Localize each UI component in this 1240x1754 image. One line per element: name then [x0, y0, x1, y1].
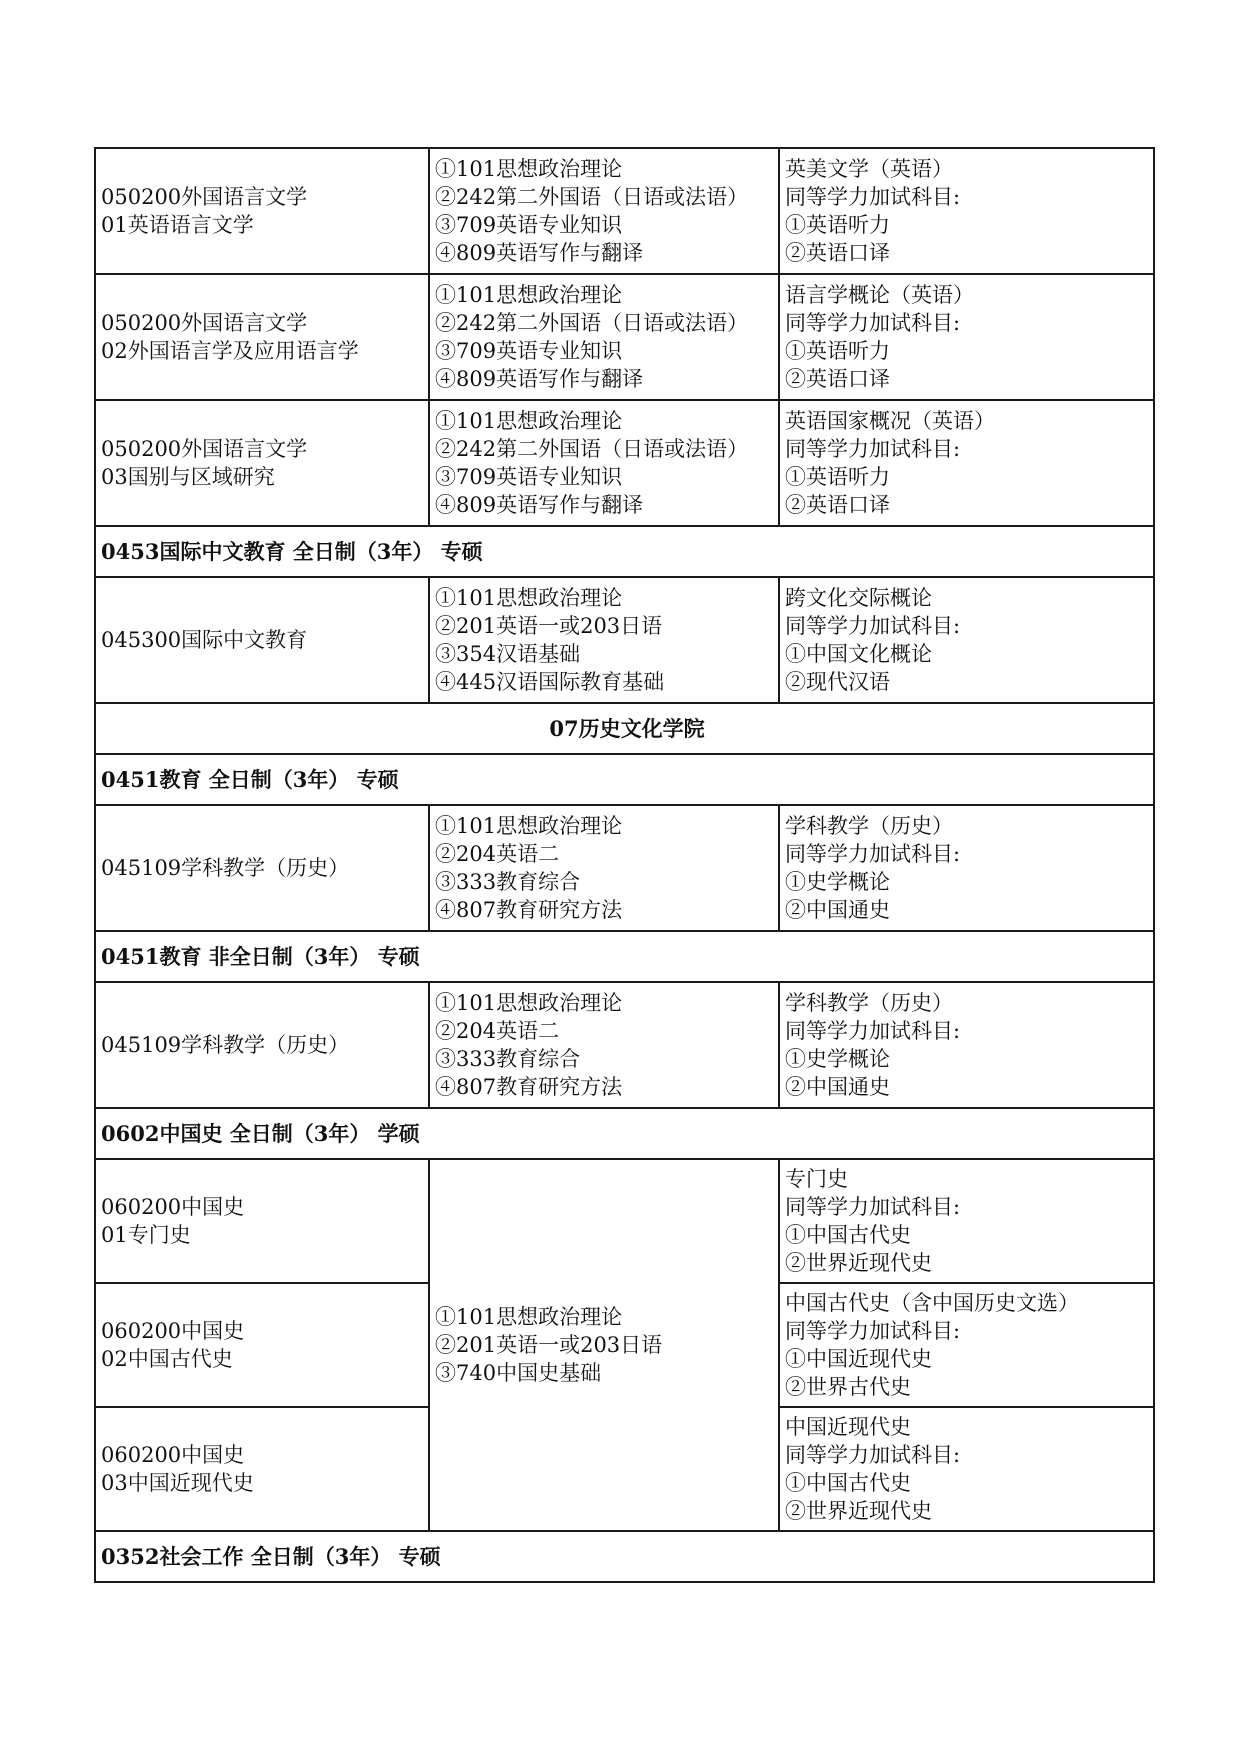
program-row — [95, 400, 1154, 526]
exam-subjects-cell-line: ③709英语专业知识 — [435, 213, 623, 237]
retest-subjects-cell — [779, 805, 1154, 931]
retest-subjects-cell — [779, 577, 1154, 703]
major-cell-line: 01专门史 — [101, 1223, 191, 1247]
exam-subjects-cell — [429, 148, 779, 274]
retest-subjects-cell-line: ①中国近现代史 — [785, 1347, 932, 1371]
retest-subjects-cell — [779, 274, 1154, 400]
retest-subjects-cell-line: ②英语口译 — [785, 241, 890, 265]
exam-subjects-cell-line: ③740中国史基础 — [435, 1361, 602, 1385]
retest-subjects-cell-line: ②中国通史 — [785, 1075, 890, 1099]
major-cell-line: 045300国际中文教育 — [101, 628, 308, 652]
major-cell-line: 050200外国语言文学 — [101, 437, 308, 461]
retest-subjects-cell-line: ②世界近现代史 — [785, 1251, 932, 1275]
exam-subjects-cell-line: ④807教育研究方法 — [435, 898, 623, 922]
major-cell-line: 045109学科教学（历史） — [101, 856, 350, 880]
major-cell — [95, 982, 429, 1108]
category-header-row — [95, 1531, 1154, 1582]
major-cell — [95, 274, 429, 400]
retest-subjects-cell-line: 语言学概论（英语） — [785, 283, 974, 307]
retest-subjects-cell-line: ①中国文化概论 — [785, 642, 932, 666]
exam-subjects-cell-line: ③333教育综合 — [435, 1047, 581, 1071]
exam-subjects-cell-line: ②242第二外国语（日语或法语） — [435, 185, 749, 209]
exam-subjects-cell-line: ②204英语二 — [435, 1019, 560, 1043]
major-cell — [95, 400, 429, 526]
exam-subjects-cell-line: ②201英语一或203日语 — [435, 614, 663, 638]
exam-subjects-cell-line: ①101思想政治理论 — [435, 586, 623, 610]
major-cell-line: 03国别与区域研究 — [101, 465, 275, 489]
retest-subjects-cell-line: 同等学力加试科目: — [785, 1019, 961, 1043]
college-title-row — [95, 703, 1154, 754]
retest-subjects-cell-line: ①中国古代史 — [785, 1223, 911, 1247]
retest-subjects-cell — [779, 1283, 1154, 1407]
exam-subjects-cell-line: ①101思想政治理论 — [435, 157, 623, 181]
catalog-body — [95, 148, 1154, 1582]
program-row — [95, 274, 1154, 400]
category-header: 0451教育 全日制（3年） 专硕 — [95, 754, 1154, 805]
exam-subjects-cell-line: ③709英语专业知识 — [435, 465, 623, 489]
retest-subjects-cell-line: ①中国古代史 — [785, 1471, 911, 1495]
major-cell — [95, 1283, 429, 1407]
category-header: 0352社会工作 全日制（3年） 专硕 — [95, 1531, 1154, 1582]
retest-subjects-cell-line: 同等学力加试科目: — [785, 437, 961, 461]
retest-subjects-cell-line: ①史学概论 — [785, 870, 890, 894]
retest-subjects-cell-line: 同等学力加试科目: — [785, 311, 961, 335]
exam-subjects-cell-line: ③709英语专业知识 — [435, 339, 623, 363]
retest-subjects-cell — [779, 1407, 1154, 1531]
major-cell-line: 01英语语言文学 — [101, 213, 254, 237]
retest-subjects-cell-line: ①史学概论 — [785, 1047, 890, 1071]
exam-subjects-cell-line: ④809英语写作与翻译 — [435, 493, 644, 517]
category-header-row — [95, 754, 1154, 805]
program-row — [95, 148, 1154, 274]
major-cell-line: 060200中国史 — [101, 1319, 245, 1343]
retest-subjects-cell-line: 学科教学（历史） — [785, 814, 953, 838]
retest-subjects-cell-line: ②世界近现代史 — [785, 1499, 932, 1523]
exam-subjects-cell — [429, 1159, 779, 1531]
retest-subjects-cell — [779, 1159, 1154, 1283]
retest-subjects-cell-line: ②英语口译 — [785, 493, 890, 517]
category-header: 0451教育 非全日制（3年） 专硕 — [95, 931, 1154, 982]
exam-subjects-cell — [429, 805, 779, 931]
exam-subjects-cell-line: ①101思想政治理论 — [435, 991, 623, 1015]
program-row — [95, 805, 1154, 931]
exam-subjects-cell-line: ①101思想政治理论 — [435, 1305, 623, 1329]
exam-subjects-cell-line: ④445汉语国际教育基础 — [435, 670, 665, 694]
exam-subjects-cell-line: ①101思想政治理论 — [435, 409, 623, 433]
category-header: 0602中国史 全日制（3年） 学硕 — [95, 1108, 1154, 1159]
major-cell-line: 02外国语言学及应用语言学 — [101, 339, 359, 363]
exam-subjects-cell — [429, 274, 779, 400]
retest-subjects-cell-line: 英美文学（英语） — [785, 157, 953, 181]
program-row — [95, 982, 1154, 1108]
retest-subjects-cell-line: 跨文化交际概论 — [785, 586, 932, 610]
retest-subjects-cell-line: ②中国通史 — [785, 898, 890, 922]
retest-subjects-cell-line: 同等学力加试科目: — [785, 842, 961, 866]
retest-subjects-cell — [779, 982, 1154, 1108]
exam-subjects-cell — [429, 982, 779, 1108]
retest-subjects-cell-line: 英语国家概况（英语） — [785, 409, 995, 433]
retest-subjects-cell-line: 同等学力加试科目: — [785, 1195, 961, 1219]
exam-subjects-cell-line: ④809英语写作与翻译 — [435, 367, 644, 391]
category-header: 0453国际中文教育 全日制（3年） 专硕 — [95, 526, 1154, 577]
exam-subjects-cell-line: ④809英语写作与翻译 — [435, 241, 644, 265]
retest-subjects-cell-line: 同等学力加试科目: — [785, 1443, 961, 1467]
major-cell-line: 03中国近现代史 — [101, 1471, 254, 1495]
exam-subjects-cell-line: ②242第二外国语（日语或法语） — [435, 437, 749, 461]
category-header-row — [95, 1108, 1154, 1159]
exam-subjects-cell-line: ②242第二外国语（日语或法语） — [435, 311, 749, 335]
exam-subjects-cell — [429, 400, 779, 526]
retest-subjects-cell-line: ①英语听力 — [785, 213, 890, 237]
exam-subjects-cell-line: ②204英语二 — [435, 842, 560, 866]
major-cell-line: 02中国古代史 — [101, 1347, 233, 1371]
retest-subjects-cell-line: 专门史 — [785, 1167, 848, 1191]
exam-subjects-cell-line: ④807教育研究方法 — [435, 1075, 623, 1099]
major-cell — [95, 148, 429, 274]
category-header-row — [95, 526, 1154, 577]
college-title: 07历史文化学院 — [95, 703, 1154, 754]
retest-subjects-cell — [779, 400, 1154, 526]
exam-subjects-cell — [429, 577, 779, 703]
exam-subjects-cell-line: ①101思想政治理论 — [435, 814, 623, 838]
major-cell — [95, 1159, 429, 1283]
major-cell-line: 045109学科教学（历史） — [101, 1033, 350, 1057]
retest-subjects-cell-line: 学科教学（历史） — [785, 991, 953, 1015]
program-row — [95, 577, 1154, 703]
exam-subjects-cell-line: ③333教育综合 — [435, 870, 581, 894]
retest-subjects-cell-line: ①英语听力 — [785, 465, 890, 489]
retest-subjects-cell — [779, 148, 1154, 274]
major-cell-line: 060200中国史 — [101, 1195, 245, 1219]
major-cell-line: 050200外国语言文学 — [101, 185, 308, 209]
retest-subjects-cell-line: ②英语口译 — [785, 367, 890, 391]
retest-subjects-cell-line: 同等学力加试科目: — [785, 185, 961, 209]
major-cell — [95, 1407, 429, 1531]
major-cell-line: 050200外国语言文学 — [101, 311, 308, 335]
retest-subjects-cell-line: 中国近现代史 — [785, 1415, 911, 1439]
retest-subjects-cell-line: ②现代汉语 — [785, 670, 890, 694]
retest-subjects-cell-line: 同等学力加试科目: — [785, 1319, 961, 1343]
major-cell-line: 060200中国史 — [101, 1443, 245, 1467]
admission-catalog-table — [94, 147, 1155, 1583]
exam-subjects-cell-line: ③354汉语基础 — [435, 642, 581, 666]
retest-subjects-cell-line: 同等学力加试科目: — [785, 614, 961, 638]
retest-subjects-cell-line: 中国古代史（含中国历史文选） — [785, 1291, 1079, 1315]
retest-subjects-cell-line: ②世界古代史 — [785, 1375, 911, 1399]
program-row — [95, 1159, 1154, 1283]
exam-subjects-cell-line: ①101思想政治理论 — [435, 283, 623, 307]
major-cell — [95, 805, 429, 931]
category-header-row — [95, 931, 1154, 982]
retest-subjects-cell-line: ①英语听力 — [785, 339, 890, 363]
exam-subjects-cell-line: ②201英语一或203日语 — [435, 1333, 663, 1357]
major-cell — [95, 577, 429, 703]
